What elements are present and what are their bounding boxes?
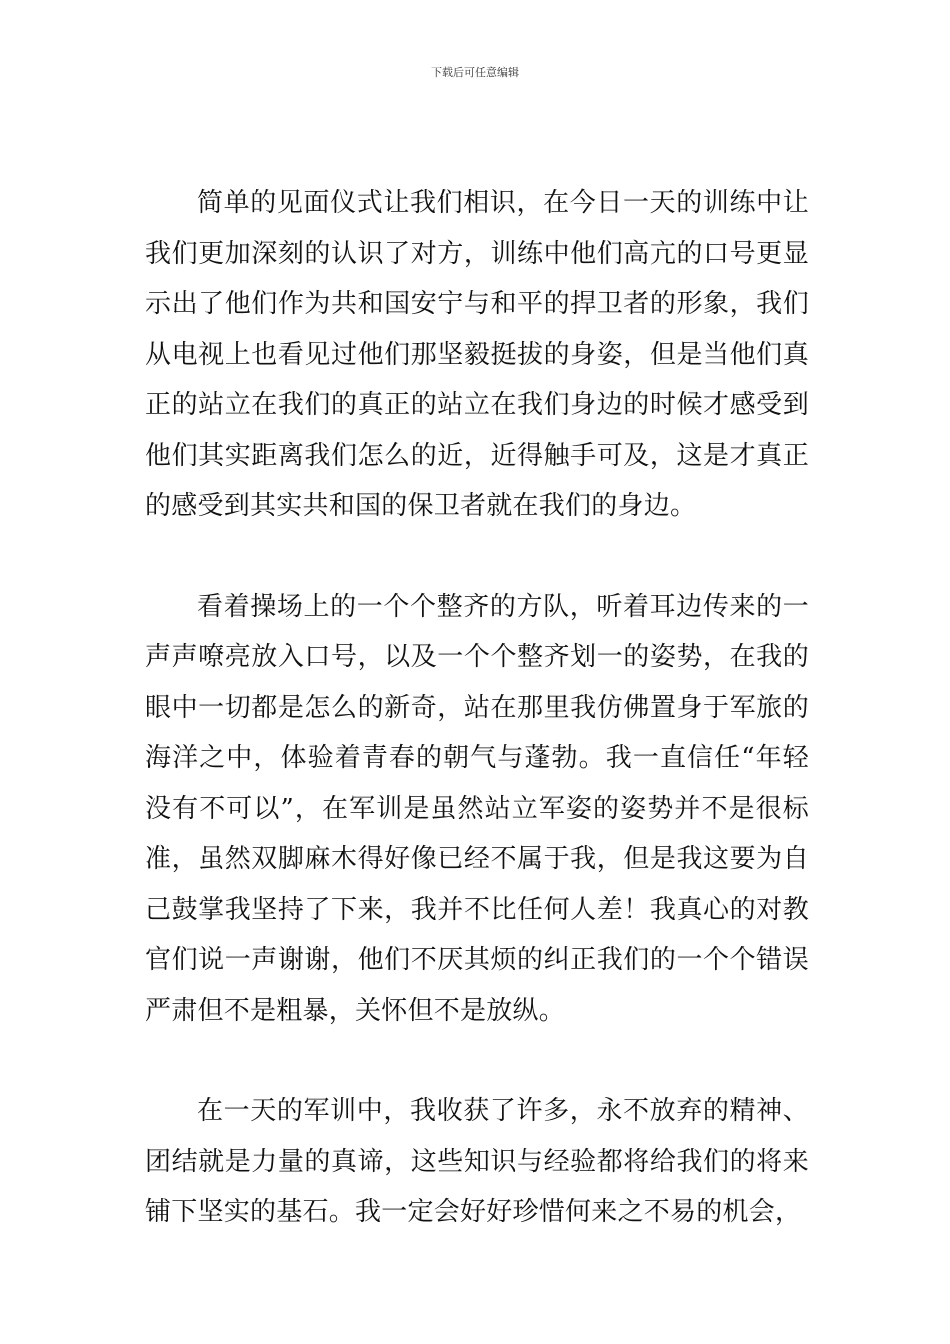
- header-note: 下载后可任意编辑: [431, 66, 519, 79]
- paragraph-3: 在一天的军训中，我收获了许多，永不放弃的精神、团结就是力量的真谛，这些知识与经验都将给我们的将来铺下坚实的基石。我一定会好好珍惜何来之不易的机会，: [145, 1096, 809, 1227]
- document-body: [145, 178, 809, 1238]
- paragraph-2: 看着操场上的一个个整齐的方队，听着耳边传来的一声声嘹亮放入口号，以及一个个整齐划一的姿势，在我的眼中一切都是怎么的新奇，站在那里我仿佛置身于军旅的海洋之中，体验着青春的朝气与蓬勃。我一直信任“年轻没有不可以”，在军训是虽然站立军姿的姿势并不是很标准，虽然双脚麻木得好像已经不属于我，但是我这要为自己鼓掌我坚持了下来，我并不比任何人差！我真心的对教官们说一声谢谢，他们不厌其烦的纠正我们的一个个错误严肃但不是粗暴，关怀但不是放纵。: [145, 591, 809, 1026]
- paragraph-1: 简单的见面仪式让我们相识，在今日一天的训练中让我们更加深刻的认识了对方，训练中他们高亢的口号更显示出了他们作为共和国安宁与和平的捍卫者的形象，我们从电视上也看见过他们那坚毅挺拔的身姿，但是当他们真正的站立在我们的真正的站立在我们身边的时候才感受到他们其实距离我们怎么的近，近得触手可及，这是才真正的感受到其实共和国的保卫者就在我们的身边。: [145, 188, 809, 521]
